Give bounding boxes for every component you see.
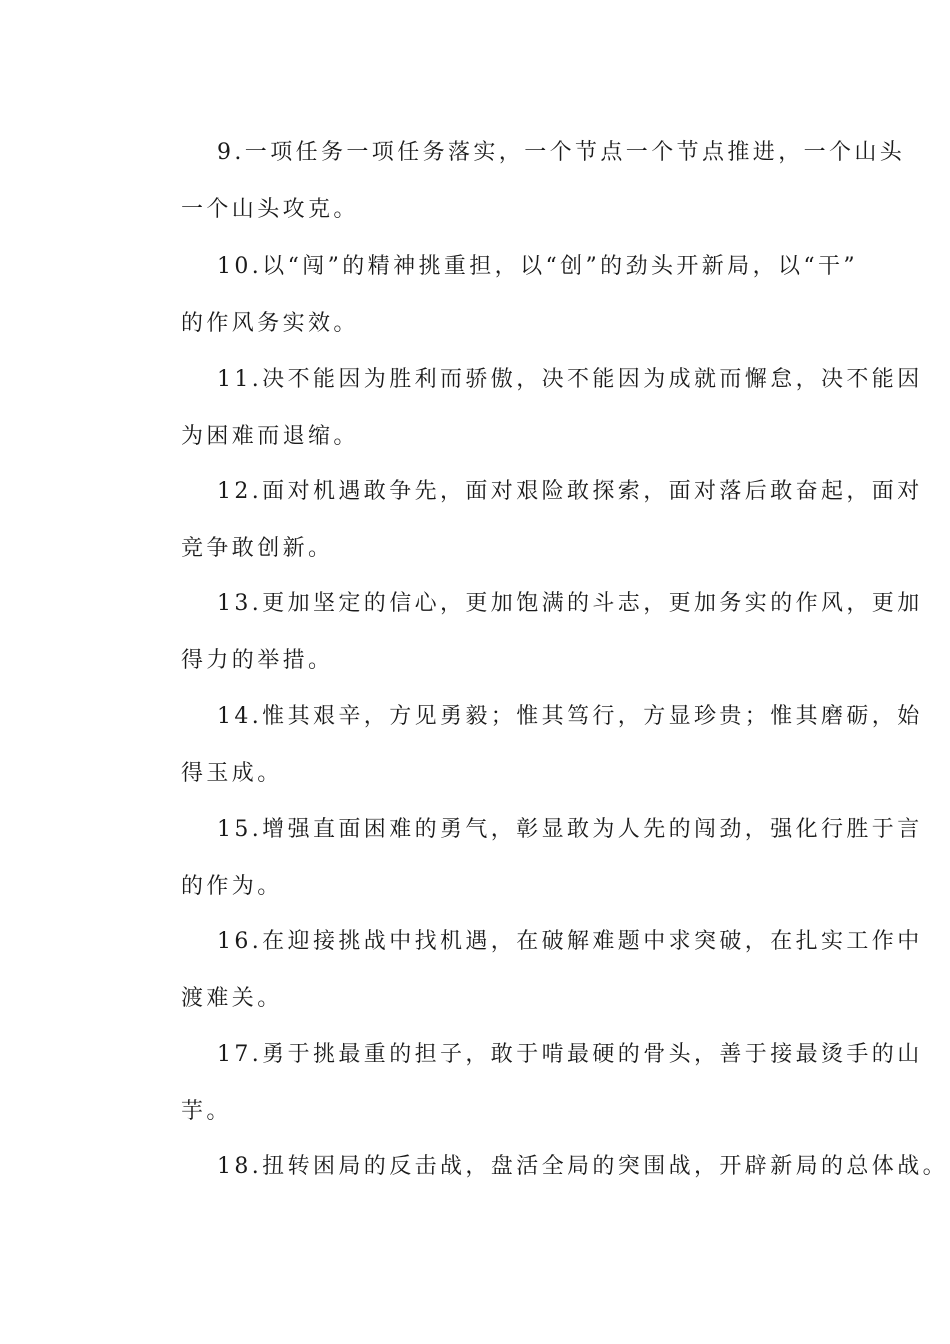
- paragraph-line: 竞争敢创新。: [181, 536, 334, 561]
- paragraph-line: 16.在迎接挑战中找机遇，在破解难题中求突破，在扎实工作中: [217, 929, 923, 954]
- paragraph-line: 18.扭转困局的反击战，盘活全局的突围战，开辟新局的总体战。: [217, 1154, 948, 1179]
- paragraph-line: 9.一项任务一项任务落实，一个节点一个节点推进，一个山头: [217, 140, 906, 165]
- paragraph-9: [145, 124, 906, 238]
- paragraph-12: [145, 463, 923, 577]
- paragraph-line: 12.面对机遇敢争先，面对艰险敢探索，面对落后敢奋起，面对: [217, 479, 923, 504]
- paragraph-17: [145, 1026, 923, 1140]
- paragraph-line: 11.决不能因为胜利而骄傲，决不能因为成就而懈怠，决不能因: [217, 367, 923, 392]
- paragraph-15: [145, 801, 923, 915]
- paragraph-line: 一个山头攻克。: [181, 197, 359, 222]
- paragraph-line: 10.以“闯”的精神挑重担，以“创”的劲头开新局，以“干”: [217, 254, 859, 279]
- paragraph-10: [145, 238, 859, 352]
- paragraph-13: [145, 575, 923, 689]
- paragraph-14: [145, 688, 923, 802]
- paragraph-line: 15.增强直面困难的勇气，彰显敢为人先的闯劲，强化行胜于言: [217, 817, 923, 842]
- paragraph-line: 13.更加坚定的信心，更加饱满的斗志，更加务实的作风，更加: [217, 591, 923, 616]
- paragraph-11: [145, 351, 923, 465]
- paragraph-line: 17.勇于挑最重的担子，敢于啃最硬的骨头，善于接最烫手的山: [217, 1042, 923, 1067]
- paragraph-line: 的作为。: [181, 874, 283, 899]
- paragraph-line: 得玉成。: [181, 761, 283, 786]
- paragraph-line: 14.惟其艰辛，方见勇毅；惟其笃行，方显珍贵；惟其磨砺，始: [217, 704, 923, 729]
- paragraph-line: 得力的举措。: [181, 648, 334, 673]
- paragraph-line: 渡难关。: [181, 986, 283, 1011]
- paragraph-line: 芋。: [181, 1099, 232, 1124]
- paragraph-line: 为困难而退缩。: [181, 424, 359, 449]
- paragraph-line: 的作风务实效。: [181, 311, 359, 336]
- paragraph-16: [145, 913, 923, 1027]
- paragraph-18: [145, 1138, 948, 1195]
